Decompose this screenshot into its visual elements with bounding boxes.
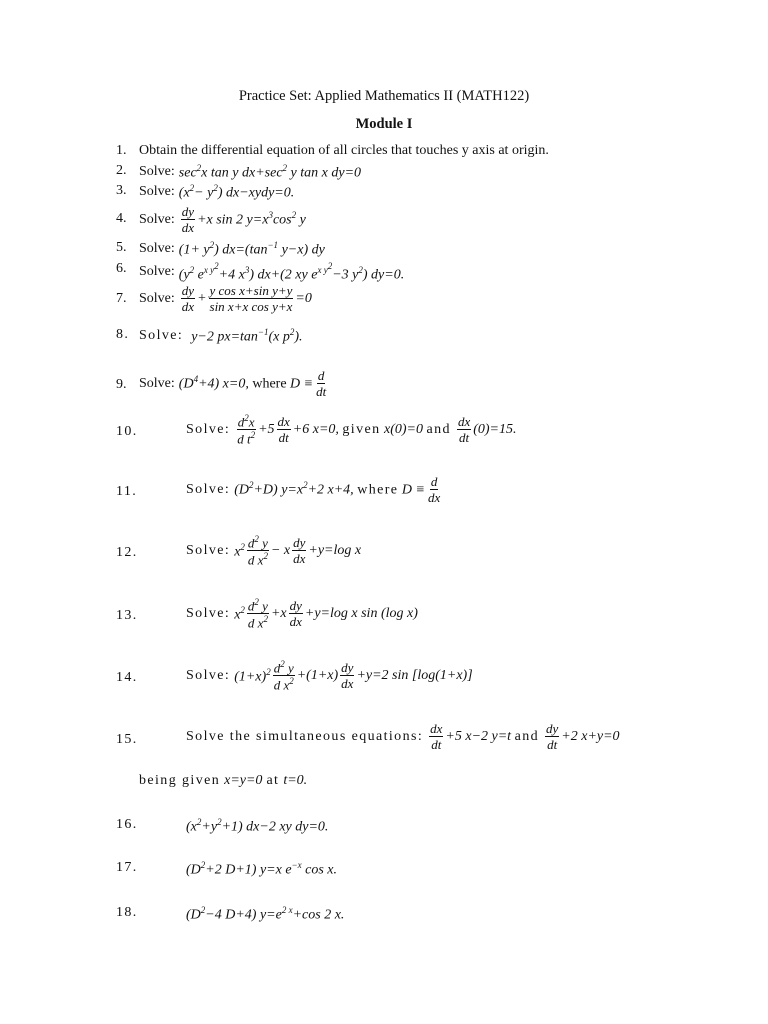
question-number: 2. [116, 163, 127, 178]
fraction: $\frac{dy}{dx}$ [181, 283, 195, 314]
fraction: $\frac{d^2 y}{d x^2}$ [273, 659, 294, 693]
equation: y−2 $px=\tan^{-1}(x$ $p^2$). [191, 327, 303, 345]
question-number: 17. [116, 860, 138, 875]
fraction: $\frac{dx}{dt}$ [430, 721, 443, 752]
fraction: $\frac{d}{dt}$ [316, 368, 327, 399]
question-number: 8. [116, 327, 130, 342]
equation: ($D^2+2$ D+1) y=x $e^{-x}$ cos x. [186, 860, 338, 878]
equation: $(D^4+4)$ x=0, where D ≡ [178, 374, 314, 392]
solve-label: Solve: [186, 667, 231, 683]
question-number: 6. [116, 261, 127, 276]
fraction: $\frac{dy}{dx}$ [341, 660, 354, 692]
equation: +x sin 2 $y=x^3\cos^2$ y [197, 210, 306, 228]
fraction: $\frac{d}{dx}$ [427, 474, 441, 505]
fraction: $\frac{dx}{dt}$ [277, 414, 290, 446]
fraction: $\frac{\text{y cos x+sin y+y}}{\text{sin x+x cos y+x}}$ [209, 283, 293, 314]
fraction: $\frac{dy}{dt}$ [546, 721, 559, 752]
equation: $(1+ y^2)$ $dx=(\tan^{-1}$ y−x) dy [178, 240, 325, 258]
fraction: $\frac{dy}{dx}$ [181, 204, 195, 235]
equation: $\sec^2x$ tan y $dx+\sec^2$ y tan x dy=0 [178, 163, 362, 181]
solve-label: Solve: [139, 264, 175, 280]
fraction: $\frac{d^2 y}{d x^2}$ [247, 534, 268, 568]
page-title: Practice Set: Applied Mathematics II (MATH122) [238, 88, 530, 104]
equation: $(x^2- y^2)$ dx−xydy=0. [178, 183, 295, 201]
question-number: 11. [116, 484, 138, 499]
question-number: 15. [116, 732, 138, 747]
equation: ($D^2-4$ D+4) $y=e^{2 x}+\cos$ 2 x. [186, 905, 345, 923]
solve-label: Solve: [186, 421, 231, 437]
solve-label: Solve: [139, 241, 175, 257]
question-number: 7. [116, 291, 127, 306]
question-number: 5. [116, 240, 127, 255]
question-number: 3. [116, 183, 127, 198]
question-number: 4. [116, 211, 127, 226]
question-text: Solve the simultaneous equations: [186, 728, 424, 744]
solve-label: Solve: [139, 211, 175, 227]
fraction: $\frac{dx}{dt}$ [457, 414, 471, 446]
equation: $(D^2+D)$ $y=x^2+2$ x+4, where D ≡ [234, 480, 425, 498]
question-number: 13. [116, 608, 138, 623]
module-heading: Module I [355, 116, 413, 132]
solve-label: Solve: [139, 290, 175, 306]
question-number: 9. [116, 377, 127, 392]
solve-label: Solve: [186, 542, 231, 558]
question-number: 1. [116, 143, 127, 158]
solve-label: Solve: [139, 328, 184, 344]
solve-label: Solve: [186, 481, 231, 497]
question-number: 14. [116, 670, 138, 685]
question-number: 16. [116, 817, 138, 832]
question-text: Obtain the differential equation of all circles that touches y axis at origin. [139, 143, 549, 158]
fraction: $\frac{d^2 y}{d x^2}$ [247, 597, 268, 631]
question-number: 12. [116, 545, 138, 560]
solve-label: Solve: [139, 375, 175, 391]
question-number: 10. [116, 424, 138, 439]
document-page: Practice Set: Applied Mathematics II (MATH122) Module I 1. Obtain the differential equation of all circles that touches y axis at origin. 2. Solve: $\sec^2x$ tan y $dx+\sec^2$ y tan x dy=0 3. Solve: $(x^2- y^2)$ dx−xydy=0. 4. Solve: $\frac{dy}{dx}$ +x sin 2 $y=x^3\cos^2$ y 5. Solve: $(1+ y^2)$ $dx=(\tan^{-1}$ y−x) dy 6. Solve: ($y^2$ $e^{x y^2}+4$ $x^3$) dx+(2 xy $e^{x y^2}-3$ $y^2$) dy=0. 7. Solve: $\frac{dy}{dx}$ + $\frac{\text{y cos x+sin y+y}}{\text{sin x+x cos y+x}}$ =0 8. Solve: y−2 $px=\tan^{-1}(x$ $p^2$). 9. Solve: $(D^4+4)$ x=0, where D ≡ $\frac{d}{dt}$ 10. Solve: $\frac{d^2x}{d t^2}$ +5 $\frac{dx}{dt}$ +6 x=0, given x(0)=0 and $\frac{dx}{dt}$ (0)=15. 11. Solve: $(D^2+D)$ $y=x^2+2$ x+4, where D ≡ $\frac{d}{dx}$ 12. Solve: $x^2$ $\frac{d^2 y}{d x^2}$ − x $\frac{dy}{dx}$ +y=log x 13. Solve: $x^2$ $\frac{d^2 y}{d x^2}$ +x $\frac{dy}{dx}$ +y=log x sin (log x) 14. Solve: $(1+x)^2$ $\frac{d^2 y}{d x^2}$ +(1+x) $\frac{dy}{dx}$ +y=2 sin [log(1+x)] 15. Solve the simultaneous equations: $\frac{dx}{dt}$ +5 x−2 y=t and $\frac{dy}{dt}$ +2 x+y=0 being given x=y=0 at t=0. 16. $(x^2+y^2+1)$ dx−2 xy dy=0. 17. ($D^2+2$ D+1) y=x $e^{-x}$ cos x. 18. ($D^2-4$ D+4) $y=e^{2 x}+\cos$ 2 x. [0, 0, 768, 1024]
fraction: $\frac{dy}{dx}$ [289, 598, 302, 630]
solve-label: Solve: [186, 605, 231, 621]
solve-label: Solve: [139, 184, 175, 200]
question-number: 18. [116, 905, 138, 920]
equation: $(x^2+y^2+1)$ dx−2 xy dy=0. [186, 817, 329, 835]
fraction: $\frac{d^2x}{d t^2}$ [237, 413, 256, 447]
solve-label: Solve: [139, 164, 175, 180]
equation: ($y^2$ $e^{x y^2}+4$ $x^3$) dx+(2 xy $e^{x y^2}-3$ $y^2$) dy=0. [178, 261, 405, 283]
fraction: $\frac{dy}{dx}$ [293, 535, 306, 567]
